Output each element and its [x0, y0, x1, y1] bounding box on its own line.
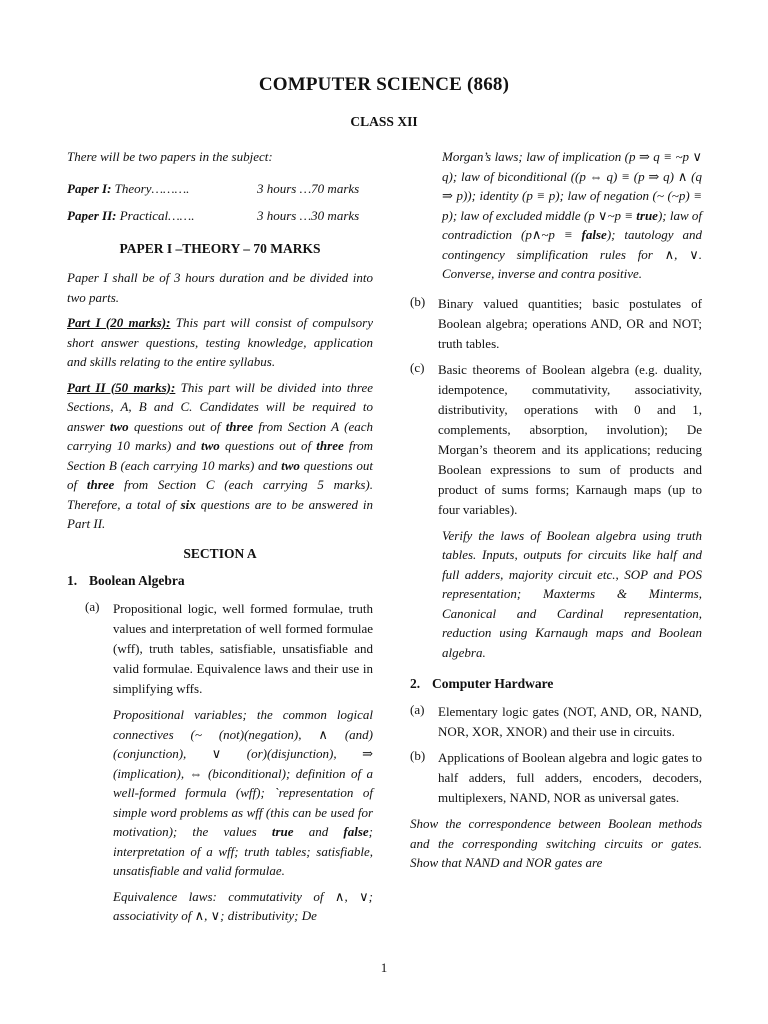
item-notes	[85, 705, 373, 926]
topic-number: 1.	[67, 573, 78, 588]
item-text: Applications of Boolean algebra and logic gates to half adders, full adders, encoders, decoders, multiplexers, NAND, NOR as universal gates.	[438, 750, 702, 805]
verify-paragraph: Verify the laws of Boolean algebra using truth tables. Inputs, outputs for circuits like half and full adders, majority circuit etc., SOP and POS representation; Maxterms & Minterms, Canonical and Cardinal representation, reduction using Karnaugh maps and Boolean algebra.	[442, 527, 702, 660]
item-text: Elementary logic gates (NOT, AND, OR, NAND, NOR, XOR, XNOR) and their use in circuits.	[438, 704, 702, 739]
list-item	[85, 599, 373, 699]
paper-2-row	[67, 202, 373, 229]
topic-1-body	[67, 599, 373, 926]
list-item	[410, 360, 702, 520]
list-item	[410, 294, 702, 354]
part-1-paragraph: Part I (20 marks): This part will consist of compulsory short answer questions, testing knowledge, application and skills relating to the entire syllabus.	[67, 315, 373, 369]
item-letter: (b)	[410, 293, 426, 309]
item-text: Propositional logic, well formed formulae, truth values and interpretation of well formed formulae (wff), truth tables, satisfiable, unsatisfiable and valid formulae. Equivalence laws and their use in simplifying wffs.	[113, 601, 373, 696]
paper-2-time: 3 hours …30 marks	[257, 207, 360, 223]
part-2-paragraph: Part II (50 marks): This part will be divided into three Sections, A, B and C. Candidates will be required to answer two questions out of three from Section A (each carrying 10 marks) and two questions out of three from Section B (each carrying 10 marks) and two questions out of three from Section C (each carrying 5 marks). Therefore, a total of six questions are to be answered in Part II.	[67, 379, 374, 531]
note-paragraph: Equivalence laws: commutativity of ∧, ∨; associativity of ∧, ∨; distributivity; De	[113, 888, 373, 923]
duration-text: Paper I shall be of 3 hours duration and be divided into two parts.	[67, 270, 373, 305]
item-text: Basic theorems of Boolean algebra (e.g. duality, idempotence, commutativity, associativity, distributivity, operations with 0 and 1, complements, absorption, involution); De Morgan’s theorem and its applications; reducing Boolean expressions to sum of products and product of sums forms; Karnaugh maps (up to four variables).	[438, 361, 702, 517]
paper-heading: PAPER I –THEORY – 70 MARKS	[119, 240, 321, 256]
section-heading: SECTION A	[183, 545, 257, 561]
topic-number: 2.	[410, 676, 421, 691]
topic-title: Boolean Algebra	[89, 573, 185, 588]
page-subtitle: CLASS XII	[350, 114, 418, 129]
left-column	[67, 147, 373, 926]
item-text: Binary valued quantities; basic postulates of Boolean algebra; operations AND, OR and NOT; truth tables.	[438, 295, 702, 351]
list-item	[410, 748, 702, 808]
paper-1-row	[67, 175, 373, 202]
show-paragraph: Show the correspondence between Boolean methods and the corresponding switching circuits or gates. Show that NAND and NOR gates are	[410, 816, 702, 870]
note-paragraph: Propositional variables; the common logical connectives (~ (not)(negation), ∧ (and)(conjunction), ∨ (or)(disjunction), ⇒ (implication), ⇔ (biconditional); definition of a well-formed formula (wff); `representation of simple word problems as wff (this can be used for motivation); the values true and false; interpretation of a wff; truth tables; satisfiable, unsatisfiable and valid formulae.	[113, 707, 374, 878]
page-title: COMPUTER SCIENCE (868)	[258, 74, 510, 95]
list-item	[410, 702, 702, 742]
paper-2-desc: Practical…….	[116, 207, 195, 223]
part-1-label: Part I (20 marks):	[67, 315, 171, 330]
item-letter: (c)	[410, 359, 425, 375]
page-number: 1	[380, 960, 388, 975]
item-letter: (b)	[410, 748, 426, 763]
intro-text: There will be two papers in the subject:	[67, 149, 273, 164]
continued-paragraph: Morgan’s laws; law of implication (p ⇒ q ≡ ~p ∨ q); law of biconditional ((p ⇔ q) ≡ (p ⇒ q) ∧ (q ⇒ p)); identity (p ≡ p); law of negation (~ (~p) ≡ p); law of excluded middle (p ∨~p ≡ true); law of contradiction (p∧~p ≡ false); tautology and contingency simplification rules for ∧, ∨. Converse, inverse and contra positive.	[442, 149, 703, 281]
item-letter: (a)	[410, 702, 425, 717]
right-column	[410, 147, 702, 873]
topic-title: Computer Hardware	[432, 676, 554, 691]
paper-1-desc: Theory……….	[111, 180, 190, 196]
paper-1-label: Paper I:	[67, 180, 112, 196]
topic-boolean-algebra	[67, 573, 373, 589]
item-letter: (a)	[85, 599, 100, 614]
paper-1-time: 3 hours …70 marks	[257, 180, 360, 196]
paper-2-label: Paper II:	[67, 207, 117, 223]
topic-computer-hardware	[410, 676, 702, 692]
part-2-label: Part II (50 marks):	[67, 379, 176, 395]
